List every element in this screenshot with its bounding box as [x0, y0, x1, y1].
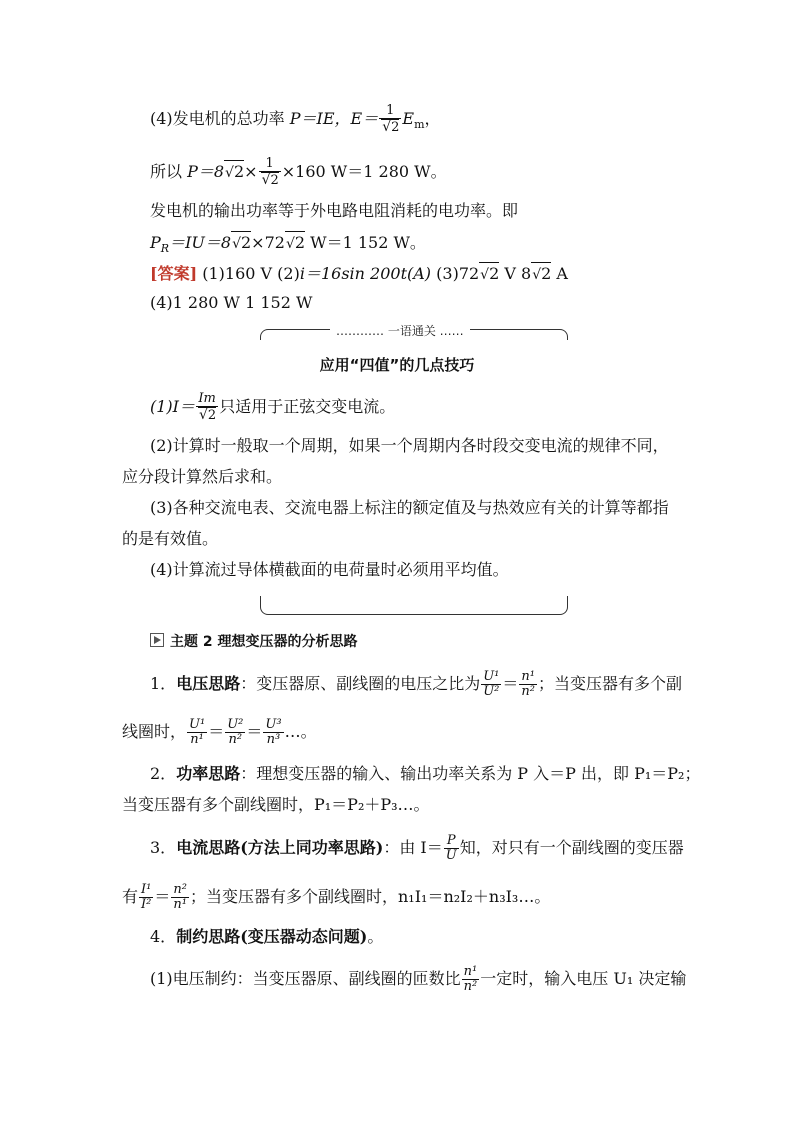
line-total-power: 所以 P＝8√ 2× 1 √ 2 ×160 W＝1 280 W。 [150, 157, 447, 188]
section-3-line-b: 有 $\frac{\text{I¹}}{\text{I²}}$ ＝ $\frac{\text{n²}}{\text{n¹}}$ ；当变压器有多个副线圈时，n₁I₁＝n₂I₂＋n₃I₃…。 [122, 882, 551, 912]
answer-line-2: (4)1 280 W 1 152 W [150, 293, 313, 312]
section-2-line: 2．功率思路：理想变压器的输入、输出功率关系为 P 入＝P 出，即 P₁＝P₂； [150, 764, 701, 783]
tip-4: (4)计算流过导体横截面的电荷量时必须用平均值。 [150, 560, 509, 579]
section-1-line: 1．电压思路：变压器原、副线圈的电压之比为 $\frac{\text{U¹}}{\text{U²}}$ ＝ $\frac{\text{n¹}}{\text{n²}}$ ；当变压器有多个副 [150, 669, 683, 699]
line-output-power-text: 发电机的输出功率等于外电路电阻消耗的电功率。即 [150, 201, 519, 220]
answer-line: [答案] (1)160 V (2)i＝16sin 200t(A) (3)72√ 2 V 8√ 2 A [150, 262, 568, 286]
tip-1: (1)I＝ Im √ 2 只适用于正弦交变电流。 [150, 392, 395, 423]
tip-box-bottom-border [260, 596, 568, 615]
section-1-line-b: 线圈时， $\frac{\text{U¹}}{\text{n¹}}$ ＝ $\frac{\text{U²}}{\text{n²}}$ ＝ $\frac{\text{U³}}{\text{n³}}$ …。 [122, 717, 317, 747]
line-output-power-formula: $P_R=IU=8√$ 2×72√ 2 W＝1 152 W。 [150, 231, 426, 260]
fraction-one-over-root2: 1 √ 2 [379, 104, 401, 135]
topic-heading: 主题 2 理想变压器的分析思路 [150, 631, 358, 653]
tip-3a: (3)各种交流电表、交流电器上标注的额定值及与热效应有关的计算等都指 [150, 498, 669, 517]
section-4-line: 4．制约思路(变压器动态问题)。 [150, 927, 384, 946]
tip-2a: (2)计算时一般取一个周期，如果一个周期内各时段交变电流的规律不同， [150, 436, 669, 455]
line-power-formula: (4)发电机的总功率 P＝IE，E＝ 1 √ 2 $E_m$， [150, 104, 441, 136]
tip-3b: 的是有效值。 [122, 529, 219, 548]
tip-box-tag: ………… 一语通关 …… [330, 322, 470, 339]
tip-box-title: 应用“四值”的几点技巧 [319, 356, 475, 374]
section-4-sub-1: (1)电压制约：当变压器原、副线圈的匝数比 $\frac{\text{n¹}}{\text{n²}}$ 一定时，输入电压 U₁ 决定输 [150, 964, 687, 994]
tip-2b: 应分段计算然后求和。 [122, 467, 283, 486]
section-2-line-b: 当变压器有多个副线圈时，P₁＝P₂＋P₃…。 [122, 795, 430, 814]
answer-label: [答案] [150, 264, 198, 283]
play-triangle-icon [150, 633, 164, 647]
section-3-line: 3．电流思路(方法上同功率思路)：由 I＝ $\frac{P}{U}$ 知，对只有一个副线圈的变压器 [150, 833, 684, 863]
